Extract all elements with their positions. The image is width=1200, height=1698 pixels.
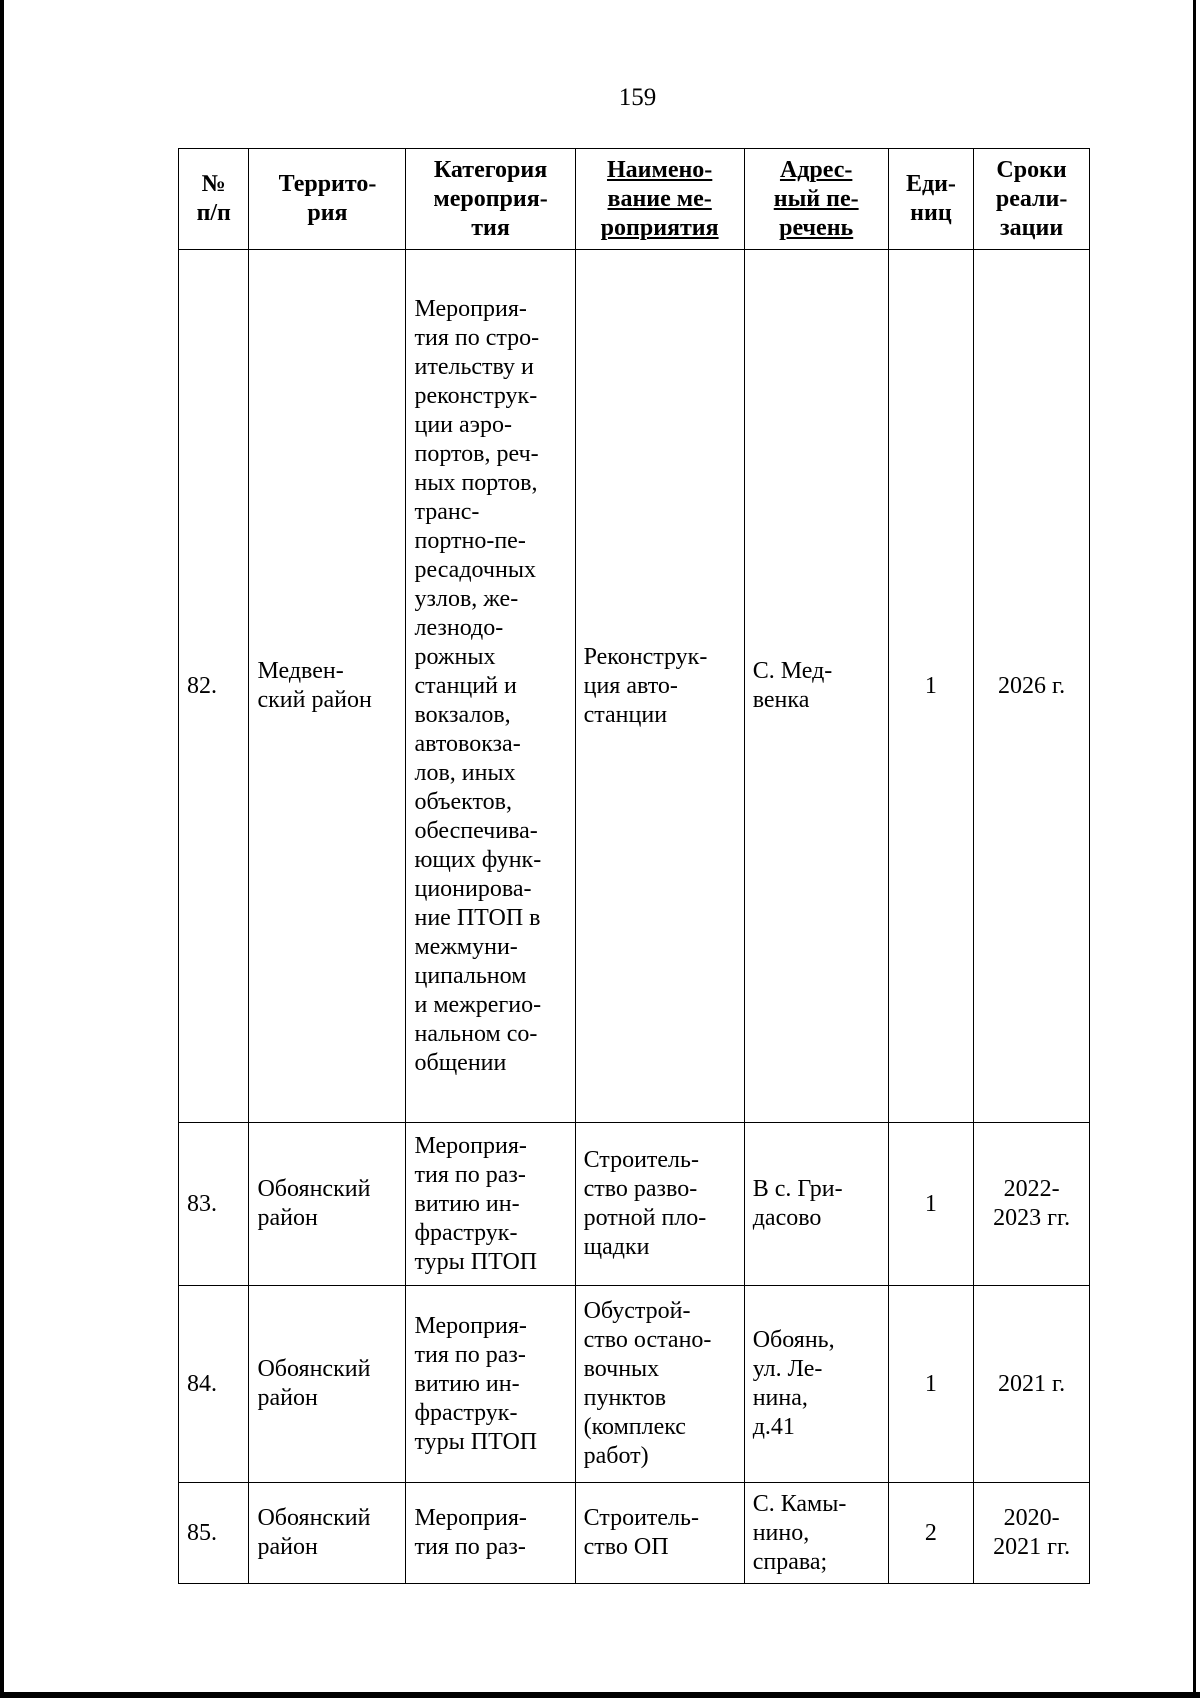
cell-line: Реконструк- bbox=[583, 643, 708, 670]
cell-line: ство разво- bbox=[583, 1176, 698, 1202]
cell-line: ции аэро- bbox=[414, 411, 512, 438]
cell-line: ционирова- bbox=[414, 875, 532, 902]
table-header bbox=[179, 149, 1090, 250]
cell-line: рия bbox=[307, 200, 348, 226]
header-cell-territory bbox=[249, 149, 406, 250]
cell-line: Адрес- bbox=[779, 156, 853, 183]
cell-line: тия bbox=[471, 214, 510, 241]
header-cell-name bbox=[575, 149, 744, 250]
cell-line: ние ПТОП в bbox=[414, 904, 541, 931]
cell-line: 2023 гг. bbox=[993, 1205, 1071, 1231]
cell-line: речень bbox=[779, 214, 854, 241]
cell-line: ниц bbox=[910, 200, 952, 226]
cell-line: туры ПТОП bbox=[414, 1248, 538, 1275]
cell-line: Обоянь, bbox=[752, 1327, 835, 1353]
cell-line: нальном со- bbox=[414, 1020, 538, 1047]
cell-line: нино, bbox=[752, 1519, 810, 1546]
cell-units: 1 bbox=[888, 1286, 974, 1483]
cell-line: Еди- bbox=[905, 171, 956, 197]
cell-line: станции bbox=[583, 701, 668, 728]
cell-units: 2 bbox=[888, 1483, 974, 1584]
cell-line: межмуни- bbox=[414, 933, 518, 960]
cell-line: Обустрой- bbox=[583, 1298, 691, 1324]
header-cell-term bbox=[974, 149, 1090, 250]
cell-num: 84. bbox=[179, 1286, 249, 1483]
cell-line: лезнодо- bbox=[414, 614, 504, 641]
header-row bbox=[179, 149, 1090, 250]
cell-line: район bbox=[257, 1534, 318, 1560]
cell-line: портно-пе- bbox=[414, 527, 526, 554]
cell-line: Сроки bbox=[996, 156, 1067, 183]
cell-category bbox=[406, 1123, 575, 1286]
cell-line: район bbox=[257, 1385, 318, 1411]
cell-line: Террито- bbox=[278, 171, 377, 197]
measures-table bbox=[178, 148, 1090, 1584]
cell-line: В с. Гри- bbox=[752, 1176, 843, 1202]
cell-line: реали- bbox=[995, 185, 1068, 212]
cell-line: витию ин- bbox=[414, 1370, 520, 1397]
cell-line: фраструк- bbox=[414, 1219, 518, 1246]
cell-line: Обоянский bbox=[257, 1505, 371, 1531]
cell-name bbox=[575, 1483, 744, 1584]
cell-line: реконструк- bbox=[414, 382, 538, 409]
cell-num: 85. bbox=[179, 1483, 249, 1584]
cell-num: 83. bbox=[179, 1123, 249, 1286]
table-row bbox=[179, 1123, 1090, 1286]
cell-address bbox=[744, 250, 888, 1123]
cell-line: общении bbox=[414, 1049, 507, 1076]
cell-name bbox=[575, 1286, 744, 1483]
cell-line: туры ПТОП bbox=[414, 1428, 538, 1455]
header-cell-num bbox=[179, 149, 249, 250]
table-row bbox=[179, 1483, 1090, 1584]
cell-line: Обоянский bbox=[257, 1356, 371, 1382]
cell-line: 2021 г. bbox=[998, 1370, 1066, 1397]
cell-line: ция авто- bbox=[583, 672, 678, 699]
cell-line: тия по раз- bbox=[414, 1161, 526, 1188]
cell-line: станций и bbox=[414, 672, 517, 699]
cell-line: венка bbox=[752, 687, 810, 713]
header-cell-units bbox=[888, 149, 974, 250]
cell-term bbox=[974, 1483, 1090, 1584]
cell-territory bbox=[249, 1286, 406, 1483]
cell-line: Обоянский bbox=[257, 1176, 371, 1202]
cell-line: обеспечива- bbox=[414, 817, 538, 844]
cell-line: тия по раз- bbox=[414, 1341, 526, 1368]
scan-edge-bottom bbox=[0, 1692, 1200, 1698]
cell-category bbox=[406, 1286, 575, 1483]
scan-edge-left bbox=[0, 0, 4, 1698]
cell-line: район bbox=[257, 1205, 318, 1231]
cell-line: автовокза- bbox=[414, 730, 521, 757]
cell-territory bbox=[249, 1483, 406, 1584]
cell-line: ющих функ- bbox=[414, 846, 542, 873]
cell-line: № bbox=[201, 171, 226, 197]
cell-line: вочных bbox=[583, 1356, 660, 1382]
cell-line: тия по стро- bbox=[414, 324, 540, 351]
cell-line: вание ме- bbox=[607, 185, 712, 212]
cell-line: Строитель- bbox=[583, 1505, 699, 1531]
cell-category bbox=[406, 250, 575, 1123]
cell-line: вокзалов, bbox=[414, 701, 511, 728]
cell-line: роприятия bbox=[600, 214, 719, 241]
cell-territory bbox=[249, 1123, 406, 1286]
cell-line: ство ОП bbox=[583, 1534, 669, 1560]
cell-num: 82. bbox=[179, 250, 249, 1123]
cell-line: (комплекс bbox=[583, 1414, 686, 1440]
cell-line: витию ин- bbox=[414, 1190, 520, 1217]
cell-line: ресадочных bbox=[414, 556, 536, 583]
cell-line: ный пе- bbox=[773, 185, 859, 212]
header-cell-category bbox=[406, 149, 575, 250]
cell-line: нина, bbox=[752, 1385, 808, 1411]
cell-line: ство остано- bbox=[583, 1327, 712, 1353]
cell-line: ский район bbox=[257, 687, 372, 713]
cell-line: рожных bbox=[414, 643, 496, 670]
cell-line: С. Камы- bbox=[752, 1490, 847, 1517]
cell-line: Мероприя- bbox=[414, 1505, 527, 1531]
cell-address bbox=[744, 1483, 888, 1584]
cell-line: ципальном bbox=[414, 962, 527, 989]
cell-line: фраструк- bbox=[414, 1399, 518, 1426]
cell-line: и межрегио- bbox=[414, 991, 542, 1018]
cell-line: Мероприя- bbox=[414, 1312, 527, 1339]
cell-term bbox=[974, 1123, 1090, 1286]
page-number: 159 bbox=[618, 84, 657, 111]
cell-line: Мероприя- bbox=[414, 1132, 527, 1159]
cell-line: С. Мед- bbox=[752, 658, 833, 684]
cell-address bbox=[744, 1286, 888, 1483]
cell-line: п/п bbox=[196, 200, 231, 226]
cell-line: мероприя- bbox=[433, 185, 548, 212]
cell-units: 1 bbox=[888, 1123, 974, 1286]
cell-line: Наимено- bbox=[606, 156, 713, 183]
cell-units: 1 bbox=[888, 250, 974, 1123]
cell-line: ротной пло- bbox=[583, 1205, 707, 1231]
table-row bbox=[179, 1286, 1090, 1483]
cell-line: 2022- bbox=[1003, 1176, 1060, 1202]
cell-line: 2026 г. bbox=[998, 672, 1066, 699]
header-cell-address bbox=[744, 149, 888, 250]
cell-line: Мероприя- bbox=[414, 295, 527, 322]
cell-line: работ) bbox=[583, 1443, 649, 1469]
cell-line: лов, иных bbox=[414, 759, 516, 786]
scan-edge-right bbox=[1193, 0, 1196, 1698]
cell-name bbox=[575, 250, 744, 1123]
cell-line: Категория bbox=[433, 156, 548, 183]
cell-line: дасово bbox=[752, 1205, 822, 1231]
cell-line: пунктов bbox=[583, 1385, 667, 1411]
cell-line: 2020- bbox=[1003, 1505, 1060, 1531]
cell-line: зации bbox=[1000, 214, 1064, 241]
cell-address bbox=[744, 1123, 888, 1286]
cell-term bbox=[974, 250, 1090, 1123]
cell-line: портов, реч- bbox=[414, 440, 539, 467]
cell-line: д.41 bbox=[752, 1414, 795, 1440]
cell-line: объектов, bbox=[414, 788, 513, 815]
table-row bbox=[179, 250, 1090, 1123]
cell-line: справа; bbox=[752, 1548, 828, 1575]
cell-territory bbox=[249, 250, 406, 1123]
cell-line: 2021 гг. bbox=[993, 1534, 1071, 1560]
cell-category bbox=[406, 1483, 575, 1584]
cell-line: ных портов, bbox=[414, 469, 538, 496]
cell-line: щадки bbox=[583, 1234, 650, 1260]
cell-line: транс- bbox=[414, 498, 480, 525]
cell-name bbox=[575, 1123, 744, 1286]
cell-line: тия по раз- bbox=[414, 1534, 526, 1560]
cell-line: ул. Ле- bbox=[752, 1356, 823, 1382]
cell-line: узлов, же- bbox=[414, 585, 519, 612]
cell-line: Медвен- bbox=[257, 658, 344, 684]
cell-line: Строитель- bbox=[583, 1147, 699, 1173]
cell-term bbox=[974, 1286, 1090, 1483]
table-body bbox=[179, 250, 1090, 1584]
cell-line: ительству и bbox=[414, 353, 534, 380]
